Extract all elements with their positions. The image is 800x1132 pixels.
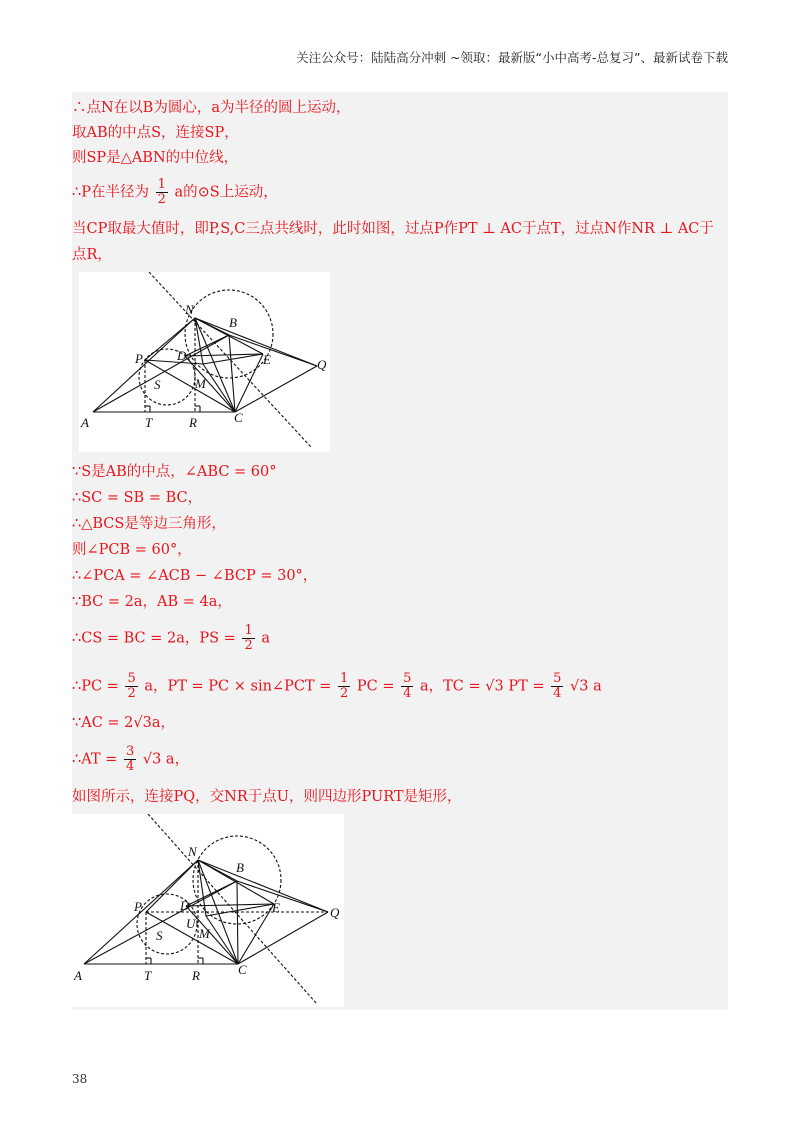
line-text: a的⊙S上运动， xyxy=(174,184,278,201)
point-label: N xyxy=(188,844,197,859)
point-label: A xyxy=(74,968,82,983)
solution-line xyxy=(72,178,278,207)
fraction-denominator: 2 xyxy=(244,638,253,653)
fraction-denominator: 2 xyxy=(157,192,166,207)
point-label: P xyxy=(134,899,142,914)
solution-line: 点R， xyxy=(72,247,112,263)
solution-line: 取AB的中点S，连接SP， xyxy=(72,125,239,141)
fraction-denominator: 2 xyxy=(339,686,349,701)
point-label: P xyxy=(135,351,143,366)
point-label: T xyxy=(145,415,153,430)
fraction-numerator: 5 xyxy=(127,671,136,686)
fraction xyxy=(124,745,136,774)
point-label: Q xyxy=(317,357,327,372)
fraction xyxy=(125,672,137,701)
fraction-numerator: 1 xyxy=(339,671,349,686)
fraction-numerator: 1 xyxy=(244,623,253,638)
geometry-figure-2 xyxy=(72,814,344,1007)
solution-line xyxy=(72,672,602,701)
line-text: ∴AT = xyxy=(72,751,118,768)
page-header: 关注公众号：陆陆高分冲刺 ~领取：最新版“小中高考-总复习”、最新试卷下载 xyxy=(296,50,728,65)
point-label: U xyxy=(186,916,196,931)
point-label: E xyxy=(272,900,280,915)
point-label: B xyxy=(236,860,244,875)
line-text: a xyxy=(261,630,270,647)
solution-line xyxy=(72,745,189,774)
point-label: E xyxy=(263,352,271,367)
point-label: R xyxy=(189,415,197,430)
solution-line: ∴∠PCA = ∠ACB − ∠BCP = 30°， xyxy=(72,568,318,584)
line-text: PC = xyxy=(356,678,395,695)
fraction-denominator: 2 xyxy=(127,686,136,701)
point-label: M xyxy=(199,926,210,941)
solution-line: ∴△BCS是等边三角形， xyxy=(72,516,226,532)
line-text: ∴P在半径为 xyxy=(72,184,149,201)
fraction-numerator: 5 xyxy=(553,671,562,686)
line-text: √3 a xyxy=(570,678,602,695)
line-text: ∴CS = BC = 2a，PS = xyxy=(72,630,236,647)
solution-line: ∴点N在以B为圆心，a为半径的圆上运动， xyxy=(72,100,351,116)
solution-line: ∵AC = 2√3a， xyxy=(72,715,175,731)
fraction-numerator: 3 xyxy=(125,744,135,759)
solution-line: 当CP取最大值时，即P,S,C三点共线时，此时如图，过点P作PT ⊥ AC于点T，过点N作NR ⊥ AC于 xyxy=(72,221,714,237)
point-label: A xyxy=(81,415,89,430)
geometry-figure-1 xyxy=(79,272,330,452)
point-label: T xyxy=(144,968,152,983)
line-text: a，PT = PC × sin∠PCT = xyxy=(144,678,332,695)
fraction xyxy=(338,672,350,701)
point-label: D xyxy=(177,348,187,363)
line-text: ∴PC = xyxy=(72,678,119,695)
solution-line: 则∠PCB = 60°， xyxy=(72,542,192,558)
fraction xyxy=(242,624,254,653)
page-number: 38 xyxy=(72,1072,88,1086)
point-label: R xyxy=(192,968,200,983)
point-label: M xyxy=(195,376,206,391)
point-label: B xyxy=(229,315,237,330)
solution-line: 则SP是△ABN的中位线， xyxy=(72,150,239,166)
fraction-numerator: 5 xyxy=(403,671,412,686)
solution-line xyxy=(72,624,270,653)
point-label: S xyxy=(156,928,163,943)
fraction-numerator: 1 xyxy=(157,177,166,192)
solution-panel xyxy=(72,92,728,1010)
point-label: C xyxy=(234,410,243,425)
solution-line: ∴SC = SB = BC， xyxy=(72,490,203,506)
point-label: N xyxy=(185,302,194,317)
line-text: a，TC = √3 PT = xyxy=(419,678,545,695)
fraction-denominator: 4 xyxy=(403,686,412,701)
fraction xyxy=(156,178,168,207)
line-text: √3 a， xyxy=(142,751,190,768)
point-label: D xyxy=(180,898,190,913)
fraction-denominator: 4 xyxy=(553,686,562,701)
solution-line: ∵S是AB的中点，∠ABC = 60° xyxy=(72,464,277,480)
point-label: Q xyxy=(330,905,340,920)
fraction-denominator: 4 xyxy=(125,759,135,774)
point-label: S xyxy=(154,377,161,392)
fraction xyxy=(551,672,563,701)
solution-line: ∵BC = 2a，AB = 4a， xyxy=(72,594,232,610)
point-label: C xyxy=(238,962,247,977)
solution-line: 如图所示，连接PQ，交NR于点U，则四边形PURT是矩形， xyxy=(72,789,462,805)
fraction xyxy=(401,672,413,701)
